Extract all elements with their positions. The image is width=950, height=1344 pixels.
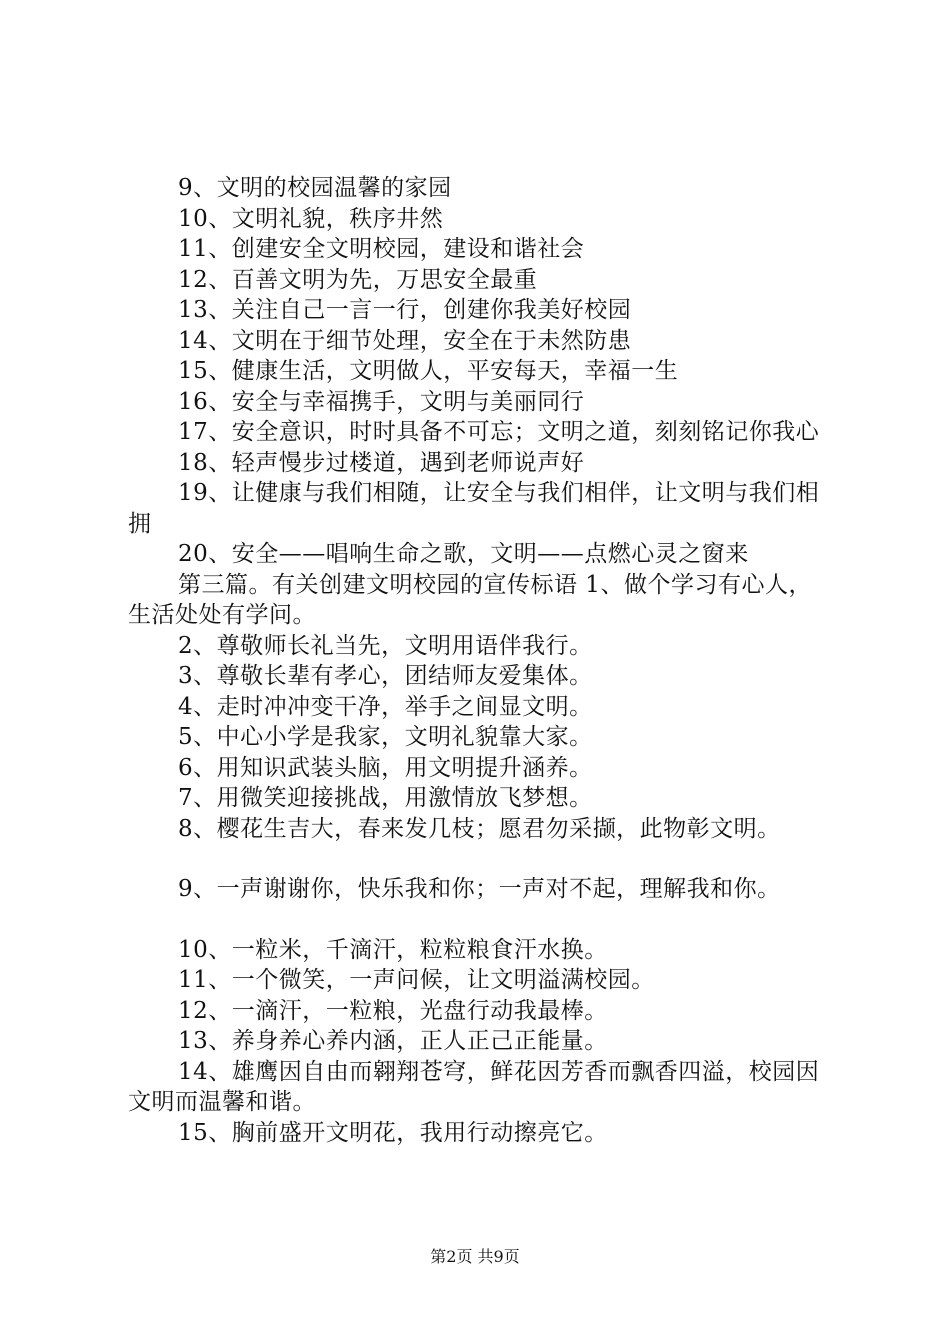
section-heading-paragraph: 第三篇。有关创建文明校园的宣传标语 1、做个学习有心人，生活处处有学问。 [128,571,812,628]
blank-line [128,844,834,874]
paragraph: 7、用微笑迎接挑战，用激情放飞梦想。 [178,785,593,811]
paragraph: 12、百善文明为先，万思安全最重 [178,266,538,293]
paragraph: 4、走时冲冲变干净，举手之间显文明。 [178,693,593,720]
paragraph: 18、轻声慢步过楼道，遇到老师说声好 [178,449,585,476]
paragraph: 16、安全与幸福携手，文明与美丽同行 [178,388,585,415]
paragraph: 13、养身养心养内涵，正人正己正能量。 [178,1028,608,1054]
paragraph: 20、安全——唱响生命之歌，文明——点燃心灵之窗来 [178,541,749,567]
paragraph: 10、一粒米，千滴汗，粒粒粮食汗水换。 [178,936,608,963]
paragraph: 8、樱花生吉大，春来发几枝；愿君勿采撷，此物彰文明。 [178,815,781,842]
paragraph: 12、一滴汗，一粒粮，光盘行动我最棒。 [178,997,608,1024]
paragraph: 14、雄鹰因自由而翱翔苍穹，鲜花因芳香而飘香四溢，校园因文明而温馨和谐。 [128,1058,820,1115]
paragraph: 15、健康生活，文明做人，平安每天，幸福一生 [178,358,679,384]
paragraph: 11、一个微笑，一声问候，让文明溢满校园。 [178,967,655,993]
paragraph: 11、创建安全文明校园，建设和谐社会 [178,236,585,262]
paragraph: 19、让健康与我们相随，让安全与我们相伴，让文明与我们相拥 [128,480,820,537]
paragraph: 6、用知识武装头脑，用文明提升涵养。 [178,754,593,781]
blank-line [128,905,834,935]
paragraph: 10、文明礼貌，秩序井然 [178,205,444,232]
paragraph: 17、安全意识，时时具备不可忘；文明之道，刻刻铭记你我心 [178,419,820,445]
paragraph: 13、关注自己一言一行，创建你我美好校园 [178,297,632,323]
paragraph: 15、胸前盛开文明花，我用行动擦亮它。 [178,1119,608,1146]
paragraph: 14、文明在于细节处理，安全在于未然防患 [178,327,632,354]
paragraph: 9、一声谢谢你，快乐我和你；一声对不起，理解我和你。 [178,876,781,902]
page-footer: 第2页 共9页 [430,1247,520,1266]
document-body [128,173,834,1148]
paragraph: 5、中心小学是我家，文明礼貌靠大家。 [178,724,593,750]
paragraph: 3、尊敬长辈有孝心，团结师友爱集体。 [178,663,593,689]
paragraph: 9、文明的校园温馨的家园 [178,175,452,201]
paragraph: 2、尊敬师长礼当先，文明用语伴我行。 [178,632,593,659]
